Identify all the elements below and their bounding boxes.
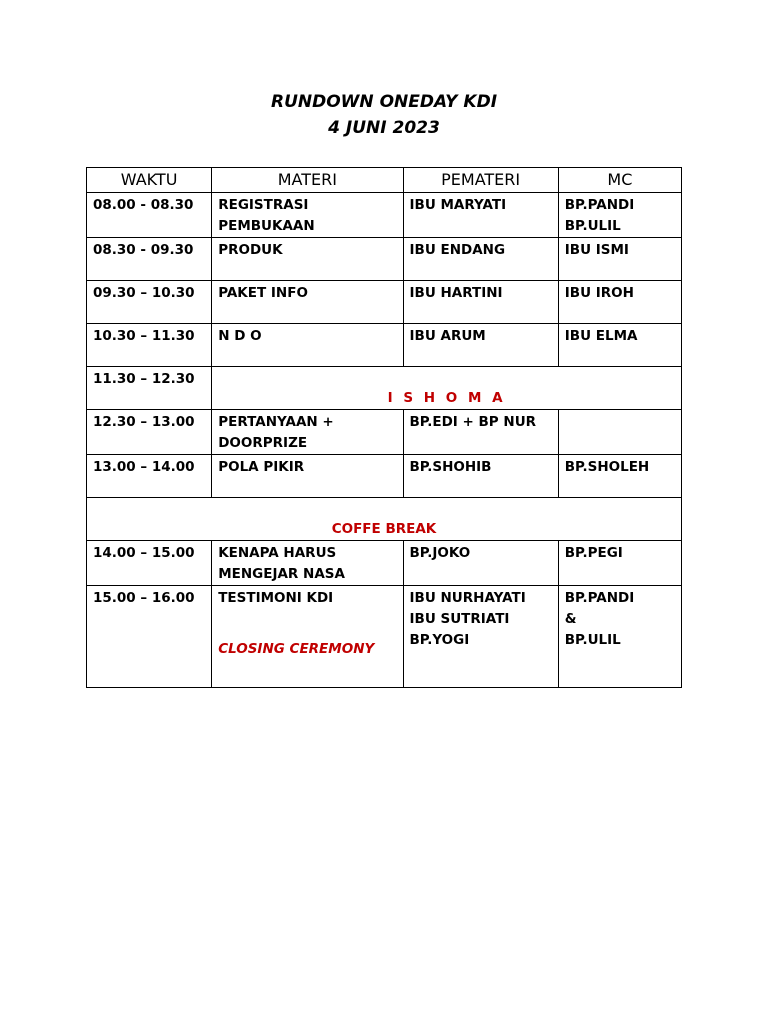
cell-waktu: 11.30 – 12.30	[87, 367, 212, 410]
document-date: 4 JUNI 2023	[328, 118, 440, 138]
cell-mc	[558, 324, 681, 367]
materi-line: REGISTRASI	[218, 197, 309, 213]
cell-pemateri	[403, 586, 558, 688]
table-row	[87, 410, 682, 455]
cell-waktu: 12.30 – 13.00	[87, 410, 212, 455]
mc-line: BP.PEGI	[564, 545, 623, 561]
materi-line: TESTIMONI KDI	[218, 590, 334, 606]
pemateri-line: IBU HARTINI	[409, 285, 503, 301]
table-row-break	[87, 498, 682, 541]
mc-line: IBU ISMI	[564, 242, 629, 258]
document-title: RUNDOWN ONEDAY KDI	[270, 92, 498, 112]
cell-pemateri	[403, 541, 558, 586]
ishoma-label: I S H O M A	[387, 390, 506, 406]
header-materi: MATERI	[212, 168, 403, 193]
cell-mc	[558, 455, 681, 498]
cell-materi	[212, 238, 403, 281]
coffee-break-label: COFFE BREAK	[331, 521, 437, 537]
cell-waktu: 13.00 – 14.00	[87, 455, 212, 498]
rundown-table	[86, 167, 682, 688]
cell-waktu: 10.30 – 11.30	[87, 324, 212, 367]
table-row	[87, 455, 682, 498]
cell-pemateri	[403, 324, 558, 367]
cell-mc	[558, 238, 681, 281]
cell-mc	[558, 281, 681, 324]
pemateri-line: BP.YOGI	[409, 632, 470, 648]
cell-materi	[212, 586, 403, 688]
cell-materi	[212, 455, 403, 498]
header-waktu: WAKTU	[87, 168, 212, 193]
table-header-row	[87, 168, 682, 193]
pemateri-line: BP.EDI + BP NUR	[409, 414, 537, 430]
materi-line: PERTANYAAN +	[218, 414, 334, 430]
cell-waktu: 08.30 - 09.30	[87, 238, 212, 281]
materi-line: PEMBUKAAN	[218, 218, 315, 234]
cell-materi	[212, 324, 403, 367]
materi-line: MENGEJAR NASA	[218, 566, 345, 582]
mc-line: BP.PANDI	[564, 197, 635, 213]
cell-mc	[558, 410, 681, 455]
cell-waktu: 15.00 – 16.00	[87, 586, 212, 688]
cell-materi	[212, 193, 403, 238]
table-row	[87, 193, 682, 238]
pemateri-line: IBU ENDANG	[409, 242, 506, 258]
pemateri-line: IBU NURHAYATI	[409, 590, 526, 606]
cell-materi	[212, 410, 403, 455]
materi-line: N D O	[218, 328, 262, 344]
pemateri-line: IBU SUTRIATI	[409, 611, 510, 627]
cell-pemateri	[403, 410, 558, 455]
mc-line: BP.ULIL	[564, 632, 621, 648]
cell-pemateri	[403, 281, 558, 324]
cell-waktu: 08.00 - 08.30	[87, 193, 212, 238]
pemateri-line: IBU ARUM	[409, 328, 486, 344]
mc-line: BP.PANDI	[564, 590, 635, 606]
materi-line: PRODUK	[218, 242, 283, 258]
table-row	[87, 281, 682, 324]
header-pemateri: PEMATERI	[403, 168, 558, 193]
materi-line: DOORPRIZE	[218, 435, 308, 451]
cell-materi	[212, 541, 403, 586]
materi-line: PAKET INFO	[218, 285, 308, 301]
pemateri-line: IBU MARYATI	[409, 197, 507, 213]
cell-pemateri	[403, 238, 558, 281]
coffee-break-cell	[87, 498, 682, 541]
mc-line: BP.ULIL	[564, 218, 621, 234]
cell-mc	[558, 541, 681, 586]
materi-line: KENAPA HARUS	[218, 545, 337, 561]
table-row-break	[87, 367, 682, 410]
mc-line: IBU IROH	[564, 285, 634, 301]
mc-line: IBU ELMA	[564, 328, 638, 344]
mc-line: BP.SHOLEH	[564, 459, 650, 475]
cell-mc	[558, 193, 681, 238]
table-row	[87, 324, 682, 367]
table-row	[87, 541, 682, 586]
cell-mc	[558, 586, 681, 688]
cell-waktu: 09.30 – 10.30	[87, 281, 212, 324]
pemateri-line: BP.JOKO	[409, 545, 471, 561]
cell-materi	[212, 281, 403, 324]
table-row	[87, 238, 682, 281]
cell-pemateri	[403, 193, 558, 238]
header-mc: MC	[558, 168, 681, 193]
closing-ceremony-label: CLOSING CEREMONY	[218, 641, 375, 657]
pemateri-line: BP.SHOHIB	[409, 459, 492, 475]
materi-line: POLA PIKIR	[218, 459, 305, 475]
cell-pemateri	[403, 455, 558, 498]
cell-waktu: 14.00 – 15.00	[87, 541, 212, 586]
mc-line: &	[564, 611, 577, 627]
ishoma-cell	[212, 367, 682, 410]
table-row	[87, 586, 682, 688]
